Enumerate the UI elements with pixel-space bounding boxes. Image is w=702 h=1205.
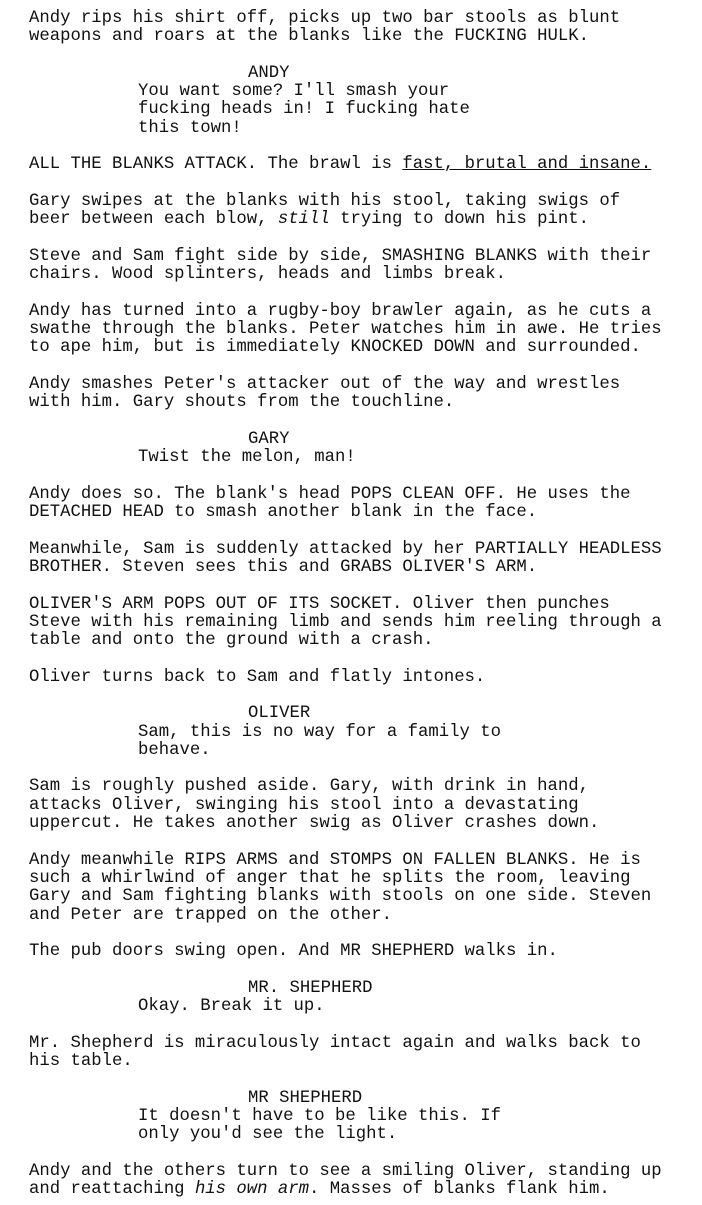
action-text: Andy and the others turn to see a smiling Oliver, standing up and reattaching bbox=[29, 1161, 662, 1199]
italic-text: his own arm bbox=[194, 1180, 310, 1199]
action-paragraph bbox=[29, 1163, 694, 1200]
spacer bbox=[29, 925, 694, 943]
underlined-text: fast, brutal and insane. bbox=[402, 155, 652, 175]
spacer bbox=[29, 47, 694, 65]
character-name: ANDY bbox=[248, 63, 290, 83]
action-paragraph: Andy does so. The blank's head POPS CLEAN OFF. He uses the DETACHED HEAD to smash another blank in the face. bbox=[29, 484, 631, 523]
spacer bbox=[29, 1144, 694, 1162]
spacer bbox=[29, 760, 694, 778]
action-paragraph: The pub doors swing open. And MR SHEPHERD walks in. bbox=[29, 942, 558, 962]
action-paragraph: Andy meanwhile RIPS ARMS and STOMPS ON FALLEN BLANKS. He is such a whirlwind of anger that he splits the room, leaving Gary and Sam fighting blanks with stools on one side. Steven and Peter are trapped on the other. bbox=[29, 850, 652, 925]
screenplay-page bbox=[29, 10, 694, 1199]
spacer bbox=[29, 467, 694, 485]
spacer bbox=[29, 522, 694, 540]
spacer bbox=[29, 1016, 694, 1034]
spacer bbox=[29, 284, 694, 302]
spacer bbox=[29, 358, 694, 376]
dialogue: Sam, this is no way for a family to behave. bbox=[138, 722, 501, 760]
action-text: Gary swipes at the blanks with his stool, taking swigs of beer between each blow, bbox=[29, 191, 621, 230]
action-paragraph: Meanwhile, Sam is suddenly attacked by her PARTIALLY HEADLESS BROTHER. Steven sees this and GRABS OLIVER'S ARM. bbox=[29, 539, 662, 577]
spacer bbox=[29, 230, 694, 248]
action-paragraph: Andy has turned into a rugby-boy brawler again, as he cuts a swathe through the blanks. Peter watches him in awe. He tries to ape him, but is immediately KNOCKED DOWN and surrounded. bbox=[29, 301, 662, 358]
action-paragraph bbox=[29, 193, 694, 230]
spacer bbox=[29, 961, 694, 979]
action-paragraph: Sam is roughly pushed aside. Gary, with drink in hand, attacks Oliver, swinging his stool into a devastating uppercut. He takes another swig as Oliver crashes down. bbox=[29, 777, 600, 834]
spacer bbox=[29, 413, 694, 431]
action-paragraph bbox=[29, 156, 694, 174]
spacer bbox=[29, 138, 694, 156]
spacer bbox=[29, 175, 694, 193]
character-name: MR SHEPHERD bbox=[248, 1088, 363, 1108]
spacer bbox=[29, 577, 694, 595]
spacer bbox=[29, 687, 694, 705]
spacer bbox=[29, 1071, 694, 1089]
spacer bbox=[29, 833, 694, 851]
dialogue: It doesn't have to be like this. If only you'd see the light. bbox=[138, 1106, 501, 1145]
character-name: OLIVER bbox=[248, 704, 311, 724]
dialogue: You want some? I'll smash your fucking heads in! I fucking hate this town! bbox=[138, 82, 470, 138]
action-paragraph: Mr. Shepherd is miraculously intact again and walks back to his table. bbox=[29, 1033, 641, 1071]
character-name: MR. SHEPHERD bbox=[248, 978, 373, 998]
action-paragraph: Oliver turns back to Sam and flatly intones. bbox=[29, 667, 486, 687]
action-paragraph: OLIVER'S ARM POPS OUT OF ITS SOCKET. Oliver then punches Steve with his remaining limb and sends him reeling through a table and onto the ground with a crash. bbox=[29, 594, 662, 651]
italic-text: still bbox=[277, 210, 330, 230]
action-text: trying to down his pint. bbox=[329, 210, 590, 230]
dialogue: Twist the melon, man! bbox=[138, 448, 356, 468]
action-paragraph: Steve and Sam fight side by side, SMASHING BLANKS with their chairs. Wood splinters, heads and limbs break. bbox=[29, 246, 652, 285]
action-paragraph: Andy smashes Peter's attacker out of the way and wrestles with him. Gary shouts from the touchline. bbox=[29, 374, 621, 413]
action-paragraph: Andy rips his shirt off, picks up two bar stools as blunt weapons and roars at the blanks like the FUCKING HULK. bbox=[29, 9, 621, 47]
character-name: GARY bbox=[248, 429, 290, 449]
action-text: . Masses of blanks flank him. bbox=[309, 1180, 610, 1199]
action-text: ALL THE BLANKS ATTACK. The brawl is bbox=[29, 155, 403, 175]
dialogue: Okay. Break it up. bbox=[138, 997, 325, 1017]
spacer bbox=[29, 650, 694, 668]
